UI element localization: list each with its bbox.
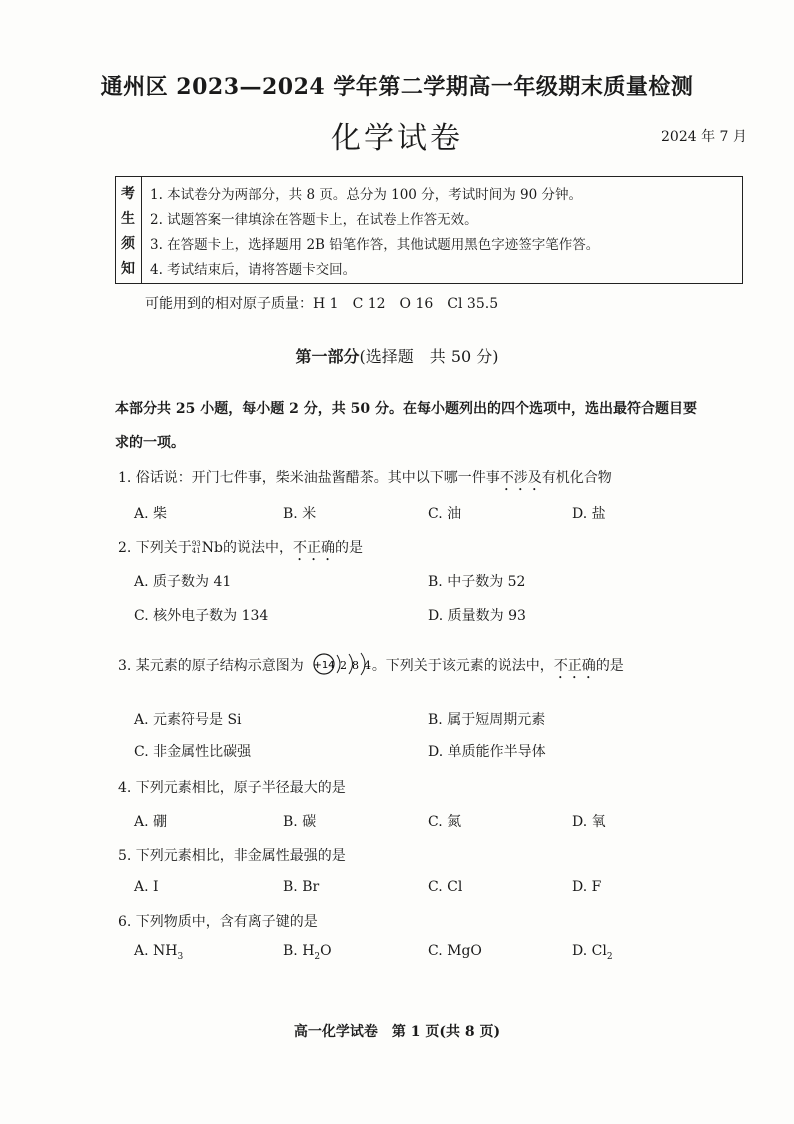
question-text: 有机化合物: [541, 470, 612, 486]
emphasis-text: 不涉及: [499, 470, 542, 486]
atomic-masses: 可能用到的相对原子质量：H 1 C 12 O 16 Cl 35.5: [145, 296, 499, 312]
formula-text: A. NH: [134, 943, 178, 959]
option-c: C. 氮: [428, 814, 462, 830]
question-text: 1. 俗话说：开门七件事，柴米油盐酱醋茶。其中以下哪一件事: [118, 470, 500, 486]
shell-electrons: 8: [352, 659, 359, 672]
question-text: 的说法中，: [222, 540, 293, 556]
notice-label-char: 知: [121, 261, 135, 277]
option-c: C. Cl: [428, 879, 463, 895]
question-text: 的是: [334, 540, 363, 556]
option-d: D. 盐: [572, 506, 606, 522]
emphasis-text: 不正确: [292, 540, 335, 556]
formula-subscript: 2: [314, 951, 321, 962]
formula-text: B. H: [283, 943, 315, 959]
formula-text: D. Cl: [572, 943, 607, 959]
notice-label-char: 生: [121, 211, 135, 227]
nuclide-element: Nb: [201, 540, 223, 556]
option-d: [572, 943, 613, 962]
section-subtitle: (选择题 共 50 分): [359, 347, 499, 366]
option-c: C. 非金属性比碳强: [134, 744, 252, 760]
question-2: [118, 537, 363, 564]
option-b: B. 中子数为 52: [428, 574, 526, 590]
exam-date: 2024 年 7 月: [661, 129, 747, 145]
nuclide-atomic-number: 41: [191, 547, 201, 555]
atom-structure-diagram: [313, 651, 381, 681]
emphasis-text: 不正确: [553, 658, 596, 674]
option-b: [283, 943, 332, 962]
option-a: A. 柴: [134, 506, 168, 522]
option-a: [134, 943, 183, 962]
page-footer: 高一化学试卷 第 1 页(共 8 页): [293, 1024, 501, 1040]
option-b: B. Br: [283, 879, 320, 895]
notice-label: [116, 177, 142, 283]
formula-subscript: 2: [606, 951, 613, 962]
formula-subscript: 3: [177, 951, 184, 962]
option-c: C. 核外电子数为 134: [134, 608, 269, 624]
formula-text: O: [320, 943, 332, 959]
notice-label-char: 须: [121, 236, 135, 252]
option-d: D. F: [572, 879, 602, 895]
option-d: D. 单质能作半导体: [428, 744, 546, 760]
question-4: 4. 下列元素相比，原子半径最大的是: [118, 780, 346, 796]
option-b: B. 属于短周期元素: [428, 712, 546, 728]
nuclide-mass-number: 93: [191, 540, 201, 548]
option-d: D. 质量数为 93: [428, 608, 526, 624]
question-text: 的是: [595, 658, 624, 674]
option-a: A. 质子数为 41: [134, 574, 232, 590]
shell-electrons: 4: [364, 659, 371, 672]
section-intro-cont: 求的一项。: [115, 435, 185, 451]
section-intro: 本部分共 25 小题，每小题 2 分，共 50 分。在每小题列出的四个选项中，选出最符合题目要: [115, 401, 697, 417]
notice-item: 2. 试题答案一律填涂在答题卡上，在试卷上作答无效。: [150, 212, 478, 228]
shell-electrons: 2: [340, 659, 347, 672]
notice-item: 1. 本试卷分为两部分，共 8 页。总分为 100 分，考试时间为 90 分钟。: [150, 187, 582, 203]
candidate-notice-box: [115, 176, 743, 284]
nucleus-charge: +14: [313, 660, 335, 671]
question-text: 2. 下列关于: [118, 540, 192, 556]
question-5: 5. 下列元素相比，非金属性最强的是: [118, 848, 346, 864]
question-text: 。下列关于该元素的说法中，: [371, 658, 554, 674]
option-a: A. 硼: [134, 814, 168, 830]
option-d: D. 氧: [572, 814, 606, 830]
option-a: A. 元素符号是 Si: [134, 712, 242, 728]
section-title: 第一部分: [295, 347, 360, 366]
question-1: [118, 467, 612, 494]
nuclide-symbol: [192, 540, 223, 556]
option-b: B. 米: [283, 506, 317, 522]
formula-text: C. MgO: [428, 943, 482, 959]
exam-title: 通州区 2023—2024 学年第二学期高一年级期末质量检测: [100, 74, 694, 100]
option-c: [428, 943, 482, 959]
option-a: A. I: [134, 879, 159, 895]
option-b: B. 碳: [283, 814, 317, 830]
notice-label-char: 考: [121, 186, 135, 202]
section-heading: [0, 344, 794, 367]
notice-item: 4. 考试结束后，请将答题卡交回。: [150, 262, 357, 278]
exam-subject: 化学试卷: [331, 121, 463, 156]
notice-item: 3. 在答题卡上，选择题用 2B 铅笔作答，其他试题用黑色字迹签字笔作答。: [150, 237, 600, 253]
option-c: C. 油: [428, 506, 462, 522]
question-6: 6. 下列物质中，含有离子键的是: [118, 914, 318, 930]
question-text: 3. 某元素的原子结构示意图为: [118, 658, 304, 674]
